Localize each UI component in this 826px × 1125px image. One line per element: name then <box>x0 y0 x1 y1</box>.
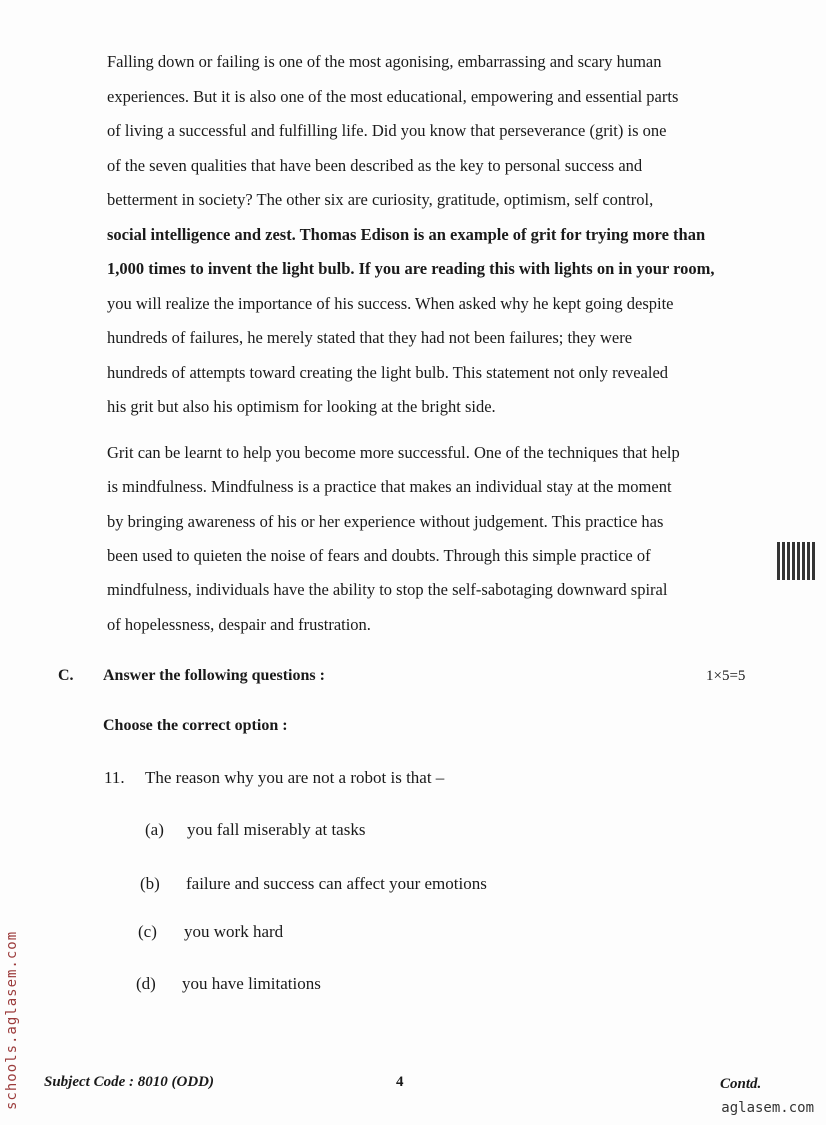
option-b-label: (b) <box>140 874 160 893</box>
question-text: The reason why you are not a robot is that – <box>145 768 445 787</box>
qr-code <box>777 542 815 580</box>
option-d-text: you have limitations <box>182 974 321 993</box>
side-watermark: schools.aglasem.com <box>4 930 20 1110</box>
passage-line: Falling down or failing is one of the most agonising, embarrassing and scary human <box>107 52 662 71</box>
passage-line: of living a successful and fulfilling life. Did you know that perseverance (grit) is one <box>107 121 667 140</box>
section-subheading: Choose the correct option : <box>103 717 288 734</box>
passage-line: of hopelessness, despair and frustration. <box>107 614 371 634</box>
option-c-text: you work hard <box>184 922 284 941</box>
option-a-text: you fall miserably at tasks <box>187 820 366 839</box>
passage-line: social intelligence and zest. Thomas Edison is an example of grit for trying more than <box>107 224 706 244</box>
section-marks: 1×5=5 <box>706 668 746 684</box>
passage-line: hundreds of attempts toward creating the light bulb. This statement not only revealed <box>107 362 669 382</box>
section-heading: Answer the following questions : <box>103 667 325 684</box>
option-b-text: failure and success can affect your emotions <box>186 874 487 893</box>
passage-line: his grit but also his optimism for looking at the bright side. <box>107 397 496 416</box>
passage-line: 1,000 times to invent the light bulb. If you are reading this with lights on in your room, <box>107 259 715 278</box>
subject-code: Subject Code : 8010 (ODD) <box>44 1074 214 1090</box>
passage-line: been used to quieten the noise of fears and doubts. Through this simple practice of <box>107 545 651 565</box>
option-c-label: (c) <box>138 922 157 941</box>
passage-line: betterment in society? The other six are curiosity, gratitude, optimism, self control, <box>107 190 654 209</box>
question-number: 11. <box>104 768 125 787</box>
passage-line: you will realize the importance of his success. When asked why he kept going despite <box>107 293 674 313</box>
passage-line: mindfulness, individuals have the ability to stop the self-sabotaging downward spiral <box>107 580 668 600</box>
option-a-label: (a) <box>145 820 164 839</box>
continued-label: Contd. <box>720 1076 762 1092</box>
passage-line: Grit can be learnt to help you become more successful. One of the techniques that help <box>107 443 680 462</box>
section-letter: C. <box>58 667 74 684</box>
bottom-watermark: aglasem.com <box>721 1100 814 1116</box>
passage-line: of the seven qualities that have been described as the key to personal success and <box>107 155 643 175</box>
passage-line: is mindfulness. Mindfulness is a practice that makes an individual stay at the moment <box>107 477 672 497</box>
option-d-label: (d) <box>136 974 156 993</box>
passage-line: experiences. But it is also one of the most educational, empowering and essential parts <box>107 86 679 106</box>
page-number: 4 <box>396 1074 404 1090</box>
passage-line: hundreds of failures, he merely stated that they had not been failures; they were <box>107 328 633 347</box>
passage-line: by bringing awareness of his or her experience without judgement. This practice has <box>107 511 664 531</box>
